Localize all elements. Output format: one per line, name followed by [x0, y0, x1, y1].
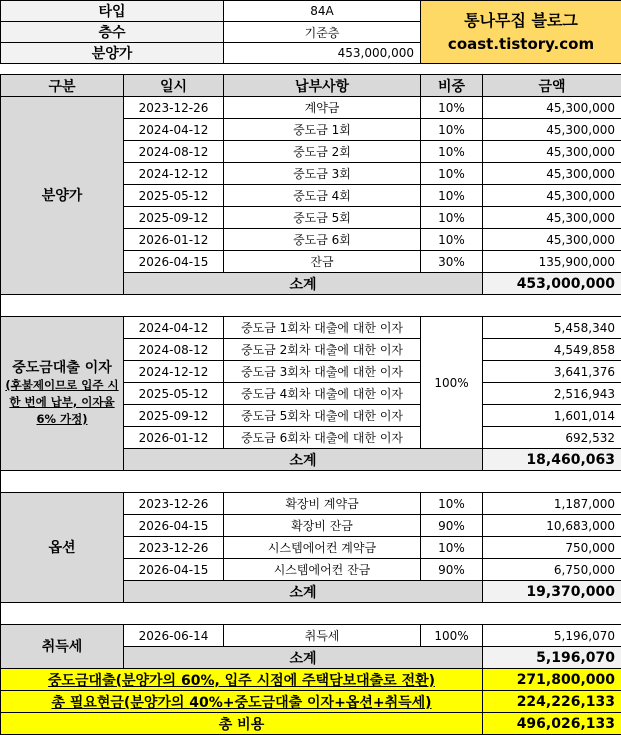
row-amount: 45,300,000: [483, 97, 621, 119]
info-table: [0, 0, 621, 64]
row-amount: 45,300,000: [483, 163, 621, 185]
row-date: 2026-04-15: [124, 515, 224, 537]
group-interest-label: [1, 317, 124, 471]
row-amount: 45,300,000: [483, 207, 621, 229]
row-item: 중도금 1회: [224, 119, 421, 141]
subtotal-value: 453,000,000: [483, 273, 621, 295]
row-amount: 6,750,000: [483, 559, 621, 581]
row-date: 2024-04-12: [124, 317, 224, 339]
interest-note: (후불제이므로 입주 시 한 번에 납부, 이자율 6% 가정): [5, 377, 119, 428]
row-ratio: 90%: [421, 559, 483, 581]
subtotal-value: 5,196,070: [483, 647, 621, 669]
interest-ratio: 100%: [421, 317, 483, 449]
row-amount: 45,300,000: [483, 141, 621, 163]
row-amount: 4,549,858: [483, 339, 621, 361]
group-option-label: 옵션: [1, 493, 124, 603]
subtotal-value: 18,460,063: [483, 449, 621, 471]
payment-table: [0, 74, 621, 735]
group-tax-label: 취득세: [1, 625, 124, 669]
total-summary-value: 496,026,133: [483, 713, 621, 735]
price-label: 분양가: [1, 43, 224, 64]
header-ratio: 비중: [421, 75, 483, 97]
header-row: [1, 75, 621, 97]
row-date: 2026-06-14: [124, 625, 224, 647]
loan-summary-label: [1, 669, 483, 691]
row-amount: 5,458,340: [483, 317, 621, 339]
subtotal-label: 소계: [124, 449, 483, 471]
table-row: [1, 493, 621, 515]
row-item: 중도금 4회차 대출에 대한 이자: [224, 383, 421, 405]
subtotal-label: 소계: [124, 273, 483, 295]
row-ratio: 100%: [421, 625, 483, 647]
row-amount: 2,516,943: [483, 383, 621, 405]
interest-title: 중도금대출 이자: [5, 359, 119, 377]
subtotal-label: 소계: [124, 647, 483, 669]
row-ratio: 10%: [421, 185, 483, 207]
row-item: 중도금 6회차 대출에 대한 이자: [224, 427, 421, 449]
header-item: 납부사항: [224, 75, 421, 97]
section-divider: [1, 471, 621, 493]
table-row: [1, 97, 621, 119]
cash-summary-row: [1, 691, 621, 713]
type-label: 타입: [1, 1, 224, 22]
row-ratio: 10%: [421, 537, 483, 559]
header-amount: 금액: [483, 75, 621, 97]
row-amount: 45,300,000: [483, 185, 621, 207]
floor-value: 기준층: [224, 22, 421, 43]
row-amount: 3,641,376: [483, 361, 621, 383]
row-ratio: 10%: [421, 163, 483, 185]
loan-summary-value: 271,800,000: [483, 669, 621, 691]
row-item: 취득세: [224, 625, 421, 647]
total-summary-row: [1, 713, 621, 735]
row-item: 중도금 1회차 대출에 대한 이자: [224, 317, 421, 339]
row-date: 2024-12-12: [124, 361, 224, 383]
row-date: 2025-05-12: [124, 185, 224, 207]
row-item: 중도금 2회: [224, 141, 421, 163]
table-row: [1, 625, 621, 647]
row-date: 2024-08-12: [124, 141, 224, 163]
row-date: 2023-12-26: [124, 537, 224, 559]
row-ratio: 30%: [421, 251, 483, 273]
table-row: [1, 317, 621, 339]
row-ratio: 10%: [421, 207, 483, 229]
row-item: 계약금: [224, 97, 421, 119]
type-value: 84A: [224, 1, 421, 22]
row-date: 2026-04-15: [124, 559, 224, 581]
row-date: 2024-04-12: [124, 119, 224, 141]
row-date: 2023-12-26: [124, 97, 224, 119]
cash-summary-text: 총 필요현금(분양가의 40%+중도금대출 이자+옵션+취득세): [51, 695, 431, 711]
row-date: 2023-12-26: [124, 493, 224, 515]
row-item: 중도금 5회: [224, 207, 421, 229]
row-ratio: 10%: [421, 229, 483, 251]
row-amount: 135,900,000: [483, 251, 621, 273]
row-amount: 10,683,000: [483, 515, 621, 537]
row-item: 중도금 3회: [224, 163, 421, 185]
group-sale-label: 분양가: [1, 97, 124, 295]
row-date: 2025-05-12: [124, 383, 224, 405]
row-date: 2025-09-12: [124, 405, 224, 427]
section-divider: [1, 295, 621, 317]
row-item: 시스템에어컨 잔금: [224, 559, 421, 581]
total-summary-label: 총 비용: [1, 713, 483, 735]
row-ratio: 90%: [421, 515, 483, 537]
row-item: 중도금 4회: [224, 185, 421, 207]
row-date: 2026-01-12: [124, 427, 224, 449]
row-amount: 45,300,000: [483, 229, 621, 251]
row-amount: 692,532: [483, 427, 621, 449]
row-item: 확장비 계약금: [224, 493, 421, 515]
cash-summary-value: 224,226,133: [483, 691, 621, 713]
row-ratio: 10%: [421, 141, 483, 163]
loan-summary-text: 중도금대출(분양가의 60%, 입주 시점에 주택담보대출로 전환): [48, 673, 435, 689]
blog-url: coast.tistory.com: [425, 33, 617, 55]
row-ratio: 10%: [421, 119, 483, 141]
header-date: 일시: [124, 75, 224, 97]
row-amount: 1,601,014: [483, 405, 621, 427]
subtotal-value: 19,370,000: [483, 581, 621, 603]
row-item: 확장비 잔금: [224, 515, 421, 537]
subtotal-label: 소계: [124, 581, 483, 603]
price-value: 453,000,000: [224, 43, 421, 64]
row-date: 2025-09-12: [124, 207, 224, 229]
row-ratio: 10%: [421, 97, 483, 119]
row-date: 2026-04-15: [124, 251, 224, 273]
blog-banner: [421, 1, 621, 64]
row-date: 2024-08-12: [124, 339, 224, 361]
row-item: 중도금 2회차 대출에 대한 이자: [224, 339, 421, 361]
row-amount: 1,187,000: [483, 493, 621, 515]
row-amount: 5,196,070: [483, 625, 621, 647]
section-divider: [1, 603, 621, 625]
row-amount: 45,300,000: [483, 119, 621, 141]
row-item: 중도금 6회: [224, 229, 421, 251]
blog-title: 통나무집 블로그: [425, 9, 617, 33]
cash-summary-label: [1, 691, 483, 713]
row-item: 중도금 5회차 대출에 대한 이자: [224, 405, 421, 427]
row-item: 잔금: [224, 251, 421, 273]
row-item: 시스템에어컨 계약금: [224, 537, 421, 559]
loan-summary-row: [1, 669, 621, 691]
row-date: 2024-12-12: [124, 163, 224, 185]
header-category: 구분: [1, 75, 124, 97]
row-item: 중도금 3회차 대출에 대한 이자: [224, 361, 421, 383]
floor-label: 층수: [1, 22, 224, 43]
row-date: 2026-01-12: [124, 229, 224, 251]
row-ratio: 10%: [421, 493, 483, 515]
row-amount: 750,000: [483, 537, 621, 559]
